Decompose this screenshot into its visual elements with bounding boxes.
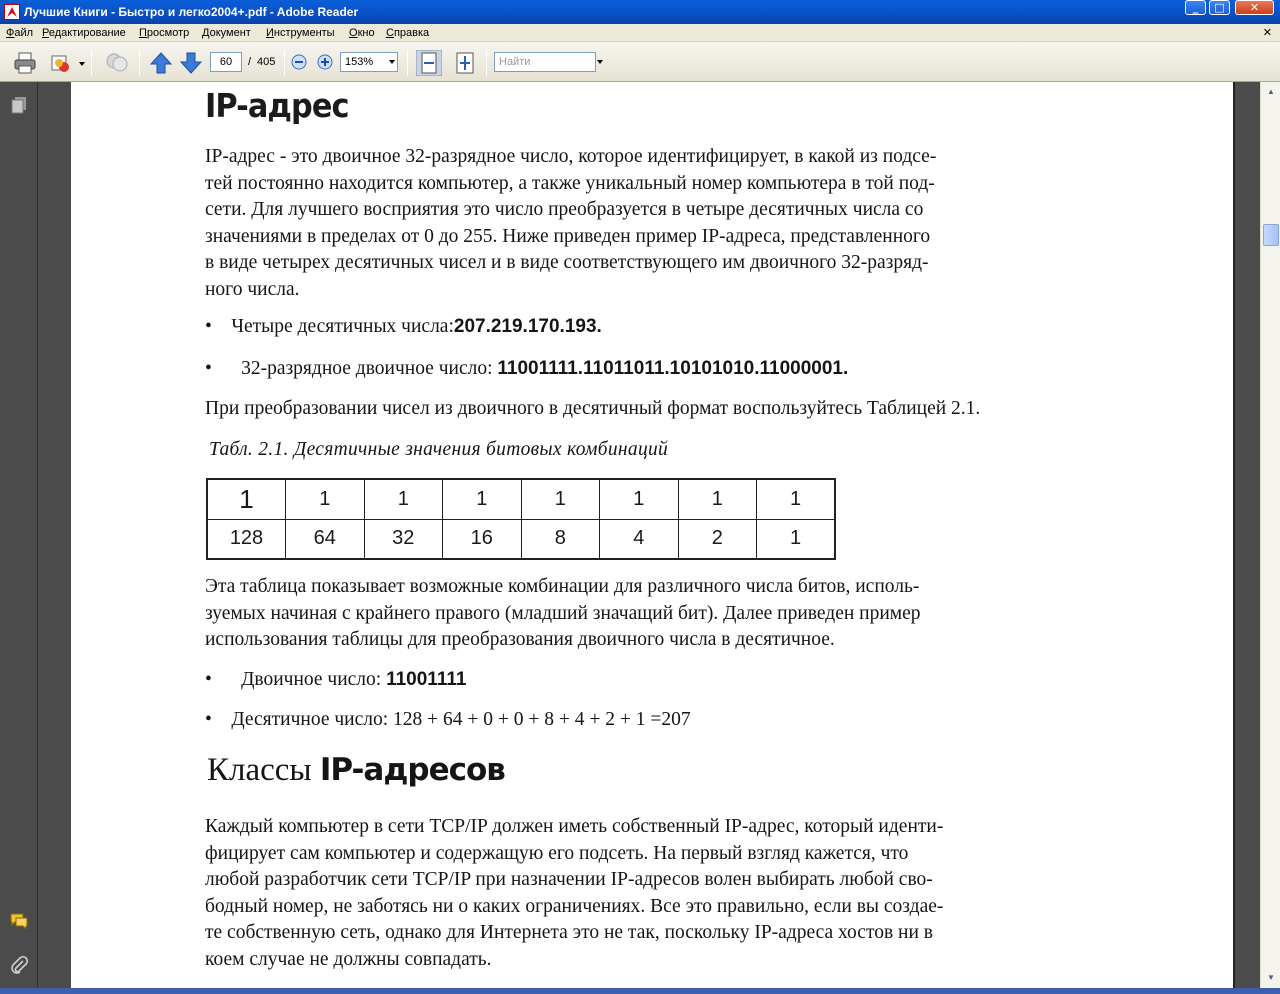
window-bottom-border [0,988,1280,994]
navigation-panel [0,82,38,994]
menu-window[interactable]: Окно [349,27,375,39]
minimize-button[interactable]: _ [1185,0,1206,15]
menu-view[interactable]: Просмотр [139,27,190,39]
fit-width-icon[interactable] [416,50,442,76]
page-separator: / [248,56,252,68]
maximize-button[interactable]: □ [1209,0,1230,15]
table-row: 128 64 32 16 8 4 2 1 [207,519,835,559]
menu-help[interactable]: Справка [386,27,430,39]
adobe-reader-icon [4,4,20,20]
document-view[interactable] [38,82,1260,994]
bullet-glyph: • [205,669,212,690]
pdf-page [71,82,1233,988]
chevron-down-icon[interactable] [79,62,85,66]
heading-ip-address: IP-адрес [205,86,349,125]
paragraph-table-explanation: Эта таблица показывает возможные комбинации для различного числа битов, исполь- зуемых начиная с крайнего правого (младший значащий бит). Далее приведен пример использования таблицы для преобразования двоичного числа в десятичное. [205,576,921,651]
search-input[interactable]: Найти [494,52,596,72]
scroll-up-icon[interactable]: ▲ [1267,87,1275,96]
email-attach-icon[interactable] [48,50,74,76]
bullet-decimal-number: • Десятичное число: 128 + 64 + 0 + 0 + 8 + 4 + 2 + 1 =207 [205,709,691,730]
menu-edit[interactable]: Редактирование [42,27,126,39]
paragraph-intro: IP-адрес - это двоичное 32-разрядное число, которое идентифицирует, в какой из подсе- тей постоянно находится компьютер, а также уникальный номер компьютера в той под- сети. Для лучшего восприятия это число преобразуется в четыре десятичных числа со значениями в пределах от 0 до 255. Ниже приведен пример IP-адреса, представленного в виде четырех десятичных чисел и в виде соответствующего им двоичного 32-разряд- ного числа. [205,146,937,300]
menu-bar [0,24,1280,42]
bullet-glyph: • [205,358,212,379]
toolbar [0,42,1280,82]
comments-icon[interactable] [10,912,28,930]
menu-document[interactable]: Документ [202,27,251,39]
pages-icon[interactable] [10,96,28,114]
table-row: 1 1 1 1 1 1 1 1 [207,479,835,519]
window-title: Лучшие Книги - Быстро и легко2004+.pdf - Adobe Reader [24,5,359,19]
bullet-decimal: • Четыре десятичных числа:207.219.170.193. [205,316,602,337]
bullet-binary-number: • Двоичное число: 11001111 [205,669,467,690]
zoom-select[interactable]: 153% [340,52,398,72]
bullet-glyph: • [205,316,212,337]
zoom-dropdown-icon[interactable] [389,60,395,64]
next-page-icon[interactable] [178,50,204,76]
table-caption: Табл. 2.1. Десятичные значения битовых комбинаций [209,439,669,460]
menu-tools[interactable]: Инструменты [266,27,335,39]
bullet-binary: • 32-разрядное двоичное число: 11001111.11011011.10101010.11000001. [205,358,849,379]
attachments-icon[interactable] [10,956,28,974]
heading-ip-classes: Классы IP-адресов [207,752,505,788]
paragraph-ip-classes: Каждый компьютер в сети TCP/IP должен иметь собственный IP-адрес, который иденти- фицирует сам компьютер и содержащую его подсеть. На первый взгляд кажется, что любой разработчик сети TCP/IP при назначении IP-адресов волен выбирать любой сво- бодный номер, не заботясь ни о каких ограничениях. Все это правильно, если вы создае- те собственную сеть, однако для Интернета это не так, поскольку IP-адреса хостов ни в коем случае не должны совпадать. [205,816,944,970]
search-dropdown-icon[interactable] [597,60,603,64]
scrollbar-thumb[interactable] [1263,224,1279,246]
paragraph-conversion: При преобразовании чисел из двоичного в десятичный формат воспользуйтесь Таблицей 2.1. [205,398,981,419]
collaborate-icon [104,50,130,76]
print-icon[interactable] [12,50,38,76]
scroll-down-icon[interactable]: ▼ [1267,973,1275,982]
close-button[interactable]: ✕ [1235,0,1274,15]
document-close-icon[interactable]: ✕ [1262,26,1272,39]
zoom-out-icon[interactable] [290,53,308,71]
vertical-scrollbar[interactable] [1260,82,1280,988]
previous-page-icon[interactable] [148,50,174,76]
menu-file[interactable]: Файл [6,27,34,39]
fit-page-icon[interactable] [452,50,478,76]
page-number-input[interactable]: 60 [210,52,242,72]
bullet-glyph: • [205,709,212,730]
title-bar [0,0,1280,24]
page-total: 405 [257,56,276,68]
bit-values-table [206,478,836,560]
zoom-in-icon[interactable] [316,53,334,71]
